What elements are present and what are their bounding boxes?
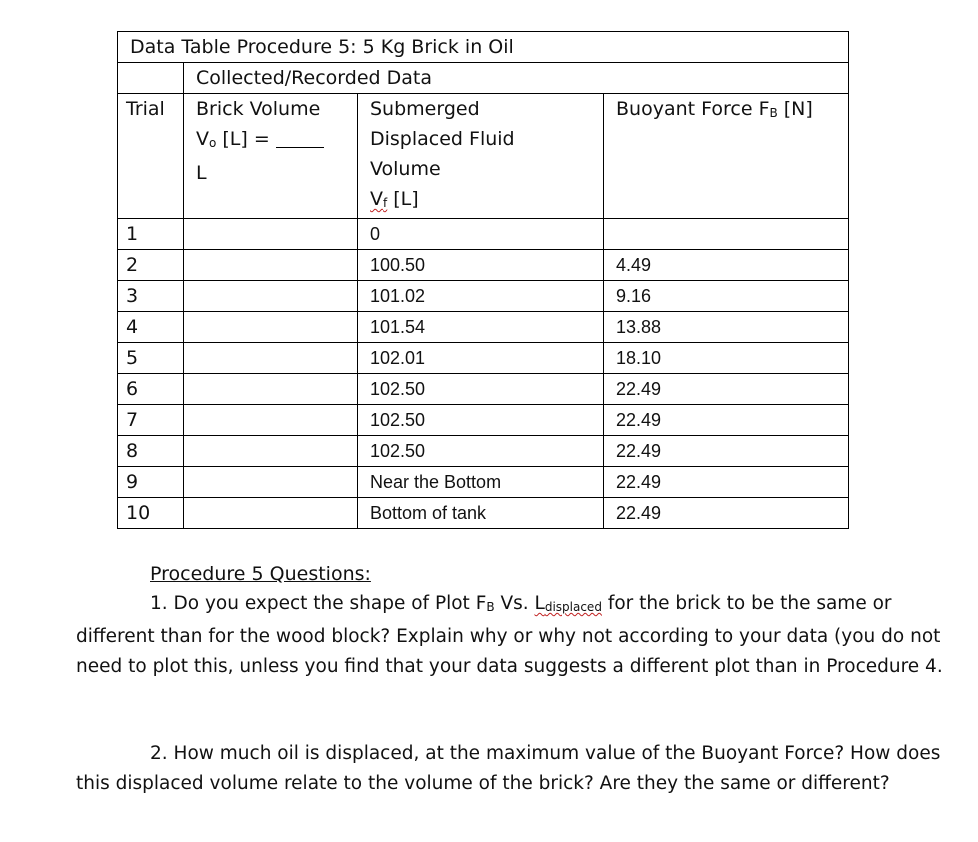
brick-volume-cell — [184, 467, 358, 498]
buoyant-force-cell: 22.49 — [604, 498, 849, 529]
buoyant-force-cell: 22.49 — [604, 374, 849, 405]
q1-rest: for the brick to be the same or different than for the wood block? Explain why or why not according to your data (you do not need to plot this, unless you find that your data suggests a different plot than in Procedure 4. — [76, 593, 943, 677]
header-sub-line1: Submerged — [370, 98, 480, 120]
table-row — [118, 312, 849, 343]
header-brick-line3: L — [196, 162, 207, 184]
brick-volume-cell — [184, 374, 358, 405]
displaced-volume-cell: Bottom of tank — [358, 498, 604, 529]
trial-cell: 2 — [118, 250, 184, 281]
title-row — [118, 32, 849, 63]
table-row — [118, 467, 849, 498]
buoy-label: Buoyant Force F — [616, 98, 770, 120]
data-table — [117, 31, 849, 529]
group-header-row — [118, 63, 849, 94]
trial-cell: 9 — [118, 467, 184, 498]
trial-cell: 3 — [118, 281, 184, 312]
symbol-v2: V — [370, 188, 383, 210]
displaced-volume-cell: Near the Bottom — [358, 467, 604, 498]
trial-cell: 8 — [118, 436, 184, 467]
brick-volume-cell — [184, 498, 358, 529]
buoyant-force-cell — [604, 219, 849, 250]
q1-subscript-displaced: displaced — [544, 600, 602, 614]
buoyant-force-cell: 13.88 — [604, 312, 849, 343]
brick-volume-cell — [184, 312, 358, 343]
column-header-row — [118, 94, 849, 219]
empty-cell — [118, 63, 184, 94]
buoyant-force-cell: 9.16 — [604, 281, 849, 312]
trial-cell: 7 — [118, 405, 184, 436]
q1-start: 1. Do you expect the shape of Plot F — [150, 593, 487, 614]
q1-subscript-b: B — [486, 600, 495, 614]
question-2: 2. How much oil is displaced, at the maximum value of the Buoyant Force? How does this displaced volume relate to the volume of the brick? Are they the same or different? — [76, 743, 941, 794]
displaced-volume-cell: 102.50 — [358, 405, 604, 436]
trial-cell: 5 — [118, 343, 184, 374]
header-brick-line1: Brick Volume — [196, 98, 321, 120]
sub-unit: [L] — [387, 188, 419, 210]
symbol-vf — [370, 188, 387, 210]
q1-l-displaced — [535, 593, 602, 614]
q1-l: L — [534, 593, 545, 614]
trial-cell: 10 — [118, 498, 184, 529]
header-submerged-volume — [358, 94, 604, 219]
blank-line — [276, 129, 324, 148]
symbol-v: V — [196, 128, 209, 150]
displaced-volume-cell: 0 — [358, 219, 604, 250]
buoyant-force-cell: 4.49 — [604, 250, 849, 281]
brick-volume-cell — [184, 405, 358, 436]
trial-cell: 4 — [118, 312, 184, 343]
brick-volume-cell — [184, 250, 358, 281]
questions-title: Procedure 5 Questions: — [150, 563, 371, 585]
displaced-volume-cell: 101.02 — [358, 281, 604, 312]
displaced-volume-cell: 102.01 — [358, 343, 604, 374]
buoyant-force-cell: 22.49 — [604, 467, 849, 498]
table-title: Data Table Procedure 5: 5 Kg Brick in Oil — [118, 32, 849, 63]
displaced-volume-cell: 100.50 — [358, 250, 604, 281]
table-row — [118, 281, 849, 312]
header-sub-line4 — [370, 184, 603, 218]
displaced-volume-cell: 102.50 — [358, 374, 604, 405]
group-header: Collected/Recorded Data — [184, 63, 849, 94]
brick-volume-cell — [184, 219, 358, 250]
table-row — [118, 374, 849, 405]
q1-vs: Vs. — [494, 593, 535, 614]
buoyant-force-cell: 22.49 — [604, 436, 849, 467]
table-row — [118, 436, 849, 467]
subscript-o: o — [209, 136, 217, 150]
header-brick-line2 — [196, 124, 357, 158]
table-row — [118, 219, 849, 250]
header-trial: Trial — [118, 94, 184, 219]
table-row — [118, 405, 849, 436]
header-brick-volume — [184, 94, 358, 219]
displaced-volume-cell: 101.54 — [358, 312, 604, 343]
header-sub-line3: Volume — [370, 158, 441, 180]
buoyant-force-cell: 22.49 — [604, 405, 849, 436]
brick-volume-cell — [184, 343, 358, 374]
brick-volume-cell — [184, 436, 358, 467]
question-1 — [76, 589, 966, 682]
table-row — [118, 250, 849, 281]
buoyant-force-cell: 18.10 — [604, 343, 849, 374]
header-sub-line2: Displaced Fluid — [370, 128, 515, 150]
subscript-b: B — [769, 106, 778, 120]
header-buoyant-force — [604, 94, 849, 219]
brick-unit: [L] = — [216, 128, 270, 150]
brick-volume-cell — [184, 281, 358, 312]
trial-cell: 1 — [118, 219, 184, 250]
table-row — [118, 498, 849, 529]
displaced-volume-cell: 102.50 — [358, 436, 604, 467]
subscript-f: f — [383, 196, 388, 210]
trial-cell: 6 — [118, 374, 184, 405]
buoy-unit: [N] — [777, 98, 813, 120]
table-row — [118, 343, 849, 374]
